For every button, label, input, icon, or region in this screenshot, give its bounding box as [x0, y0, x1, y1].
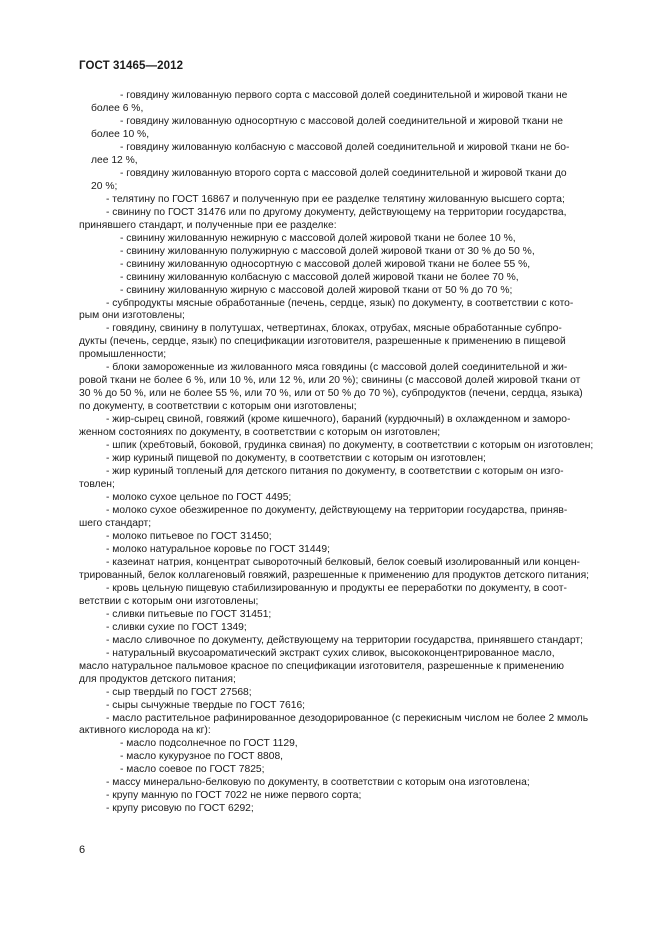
list-line: более 10 %,	[91, 128, 150, 140]
list-line: - сливки сухие по ГОСТ 1349;	[106, 621, 247, 633]
list-line: - говядину жилованную колбасную с массовой долей соединительной и жировой ткани не бо-	[120, 141, 570, 153]
list-line: - масло соевое по ГОСТ 7825;	[120, 764, 265, 776]
list-line: рым они изготовлены;	[79, 310, 185, 322]
list-line: - массу минерально-белковую по документу, в соответствии с которым она изготовлена;	[106, 777, 530, 789]
list-line: ровой ткани не более 6 %, или 10 %, или 12 %, или 20 %); свинины (с массовой долей жировой ткани от	[79, 375, 581, 387]
page-header-standard-title: ГОСТ 31465—2012	[79, 60, 184, 72]
list-line: - сливки питьевые по ГОСТ 31451;	[106, 608, 272, 620]
list-line: - сыр твердый по ГОСТ 27568;	[106, 686, 252, 698]
list-line: - казеинат натрия, концентрат сывороточный белковый, белок соевый изолированный или концен-	[106, 556, 580, 568]
list-line: - свинину жилованную нежирную с массовой долей жировой ткани не более 10 %,	[120, 232, 516, 244]
list-line: - молоко питьевое по ГОСТ 31450;	[106, 530, 272, 542]
list-line: более 6 %,	[91, 102, 144, 114]
list-line: - свинину жилованную односортную с массовой долей жировой ткани не более 55 %,	[120, 258, 531, 270]
list-line: - говядину, свинину в полутушах, четвертинах, блоках, отрубах, мясные обработанные субпро-	[106, 323, 562, 335]
list-line: - говядину жилованную второго сорта с массовой долей соединительной и жировой ткани до	[120, 167, 567, 179]
list-line: дукты (печень, сердце, язык) по спецификации изготовителя, разрешенные к применению в пищевой	[79, 336, 566, 348]
list-line: - говядину жилованную односортную с массовой долей соединительной и жировой ткани не	[120, 115, 564, 127]
list-line: - сыры сычужные твердые по ГОСТ 7616;	[106, 699, 306, 711]
list-line: - молоко сухое обезжиренное по документу, действующему на территории государства, приняв-	[106, 505, 568, 516]
list-line: активного кислорода на кг):	[79, 725, 211, 737]
list-line: - свинину по ГОСТ 31476 или по другому документу, действующему на территории государства,	[106, 206, 567, 218]
list-line: - говядину жилованную первого сорта с массовой долей соединительной и жировой ткани не	[120, 90, 568, 101]
list-line: - жир куриный топленый для детского питания по документу, в соответствии с которым он изго-	[106, 466, 564, 478]
list-line: по документу, в соответствии с которым они изготовлены;	[79, 401, 357, 413]
list-line: 30 % до 50 %, или не более 55 %, или 70 %, или от 50 % до 70 %), субпродуктов (печени, сердца, языка)	[79, 388, 583, 400]
list-line: промышленности;	[79, 349, 167, 361]
list-line: трированный, белок коллагеновый говяжий, разрешенные к применению для продуктов детского питания;	[79, 569, 590, 581]
list-line: - масло подсолнечное по ГОСТ 1129,	[120, 738, 298, 750]
list-line: - шпик (хребтовый, боковой, грудинка свиная) по документу, в соответствии с которым он изготовлен;	[106, 440, 594, 452]
list-line: - масло кукурузное по ГОСТ 8808,	[120, 751, 284, 763]
list-line: - молоко натуральное коровье по ГОСТ 31449;	[106, 543, 330, 555]
list-line: женном состояниях по документу, в соответствии с которым он изготовлен;	[79, 427, 441, 439]
page-number: 6	[79, 844, 86, 856]
list-line: - телятину по ГОСТ 16867 и полученную при ее разделке телятину жилованную высшего сорта;	[106, 193, 565, 205]
list-line: - масло сливочное по документу, действующему на территории государства, принявшего стандарт;	[106, 634, 583, 646]
list-line: ветствии с которым они изготовлены;	[79, 595, 259, 607]
list-line: - жир куриный пищевой по документу, в соответствии с которым он изготовлен;	[106, 453, 486, 465]
list-line: - свинину жилованную полужирную с массовой долей жировой ткани от 30 % до 50 %,	[120, 245, 535, 257]
requirements-list	[79, 90, 615, 816]
list-line: - молоко сухое цельное по ГОСТ 4495;	[106, 492, 292, 504]
list-line: - кровь цельную пищевую стабилизированную и продукты ее переработки по документу, в соот-	[106, 582, 567, 594]
list-line: - жир-сырец свиной, говяжий (кроме кишечного), бараний (курдючный) в охлажденном и заморо-	[106, 414, 571, 426]
list-line: для продуктов детского питания;	[79, 673, 236, 685]
list-line: - свинину жилованную колбасную с массовой долей жировой ткани не более 70 %,	[120, 271, 519, 283]
list-line: масло натуральное пальмовое красное по спецификации изготовителя, разрешенные к применению	[79, 660, 565, 672]
list-line: - масло растительное рафинированное дезодорированное (с перекисным числом не более 2 ммоль	[106, 712, 589, 724]
list-line: 20 %;	[91, 180, 118, 192]
list-line: - свинину жилованную жирную с массовой долей жировой ткани от 50 % до 70 %;	[120, 284, 513, 296]
list-line: лее 12 %,	[91, 154, 138, 166]
list-line: шего стандарт;	[79, 517, 152, 529]
list-line: - натуральный вкусоароматический экстракт сухих сливок, высококонцентрированное масло,	[106, 647, 555, 659]
list-line: - крупу манную по ГОСТ 7022 не ниже первого сорта;	[106, 790, 362, 802]
list-line: товлен;	[79, 479, 115, 491]
list-line: - крупу рисовую по ГОСТ 6292;	[106, 803, 254, 815]
list-line: принявшего стандарт, и полученные при ее разделке:	[79, 219, 337, 231]
list-line: - блоки замороженные из жилованного мяса говядины (с массовой долей соединительной и жи-	[106, 362, 568, 374]
list-line: - субпродукты мясные обработанные (печень, сердце, язык) по документу, в соответствии с кото-	[106, 297, 574, 309]
